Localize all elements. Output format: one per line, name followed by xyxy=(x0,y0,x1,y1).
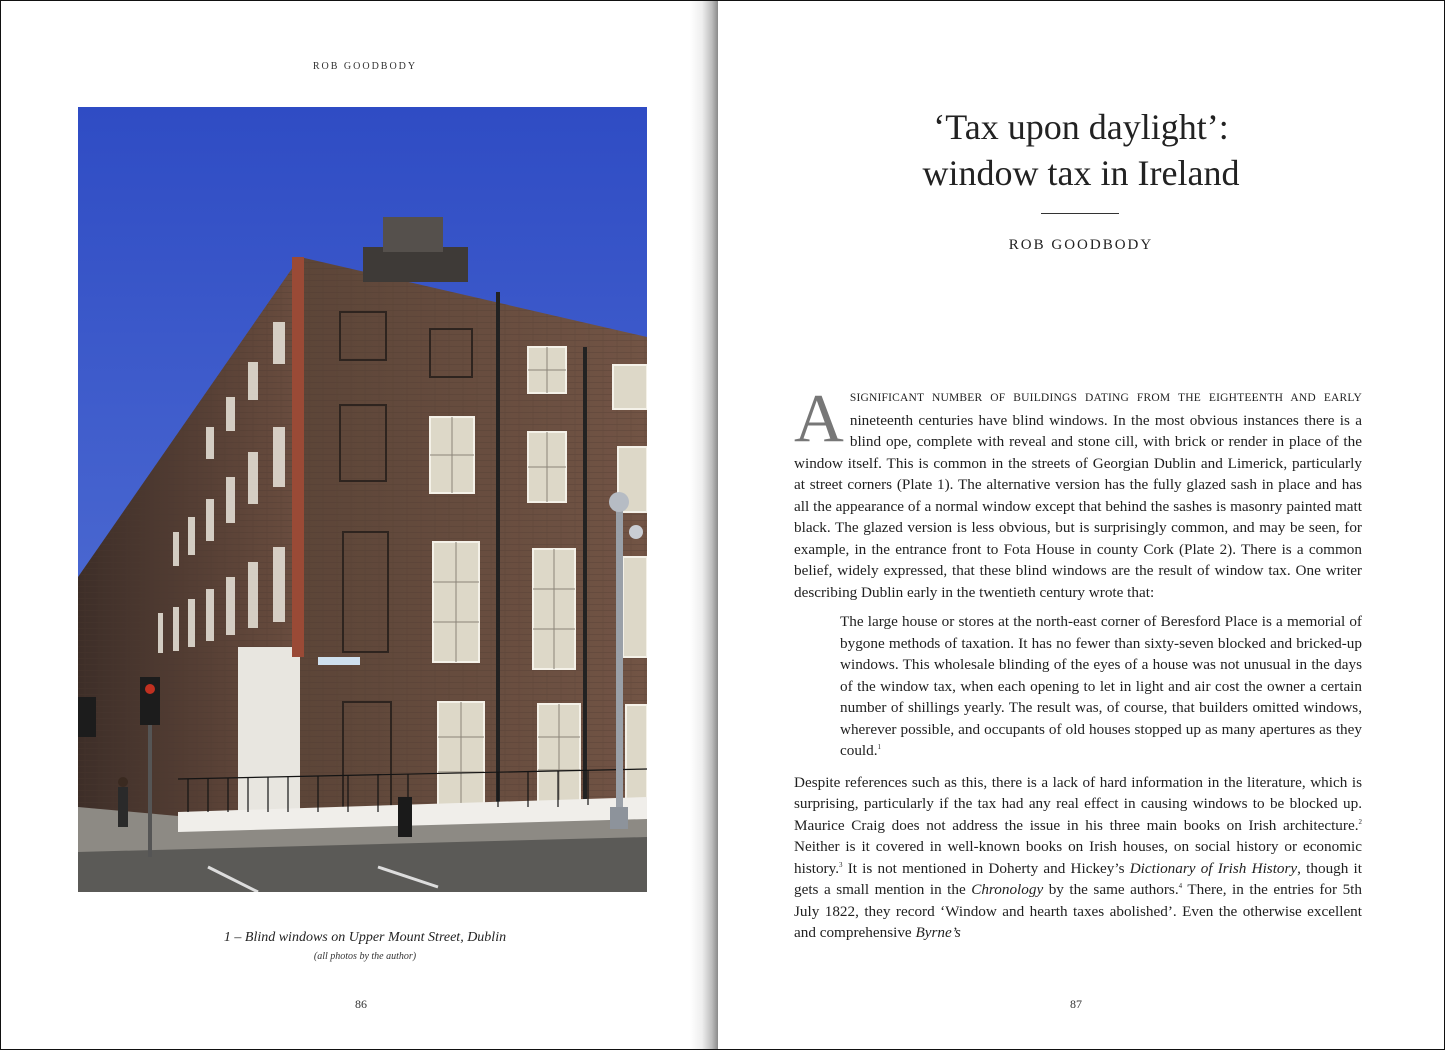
paragraph-1-text: nineteenth centuries have blind windows. In the most obvious instances there is a blind ope, complete with reveal and stone cill, with brick or render in place of the window itself. This is common in the streets of Georgian Dublin and Limerick, particularly at street corners (Plate 1). The alternative version has the fully glazed sash in place and has all the appearance of a normal window except that behind the sashes is masonry painted matt black. The glazed version is less obvious, but is surprisingly common, and may be seen, for example, in the entrance front to Fota House in county Cork (Plate 2). There is a common belief, widely expressed, that these blind windows are the result of window tax. One writer describing Dublin early in the twentieth century wrote that: xyxy=(794,411,1362,601)
building-photo-illustration xyxy=(78,107,647,892)
paragraph-2-text-c: It is not mentioned in Doherty and Hickey’s xyxy=(842,859,1130,877)
article-author: ROB GOODBODY xyxy=(1008,237,1154,253)
book-title-byrnes: Byrne’s xyxy=(915,924,961,941)
right-page xyxy=(718,1,1444,1049)
footnote-ref-3[interactable]: 3 xyxy=(839,860,843,869)
running-head: ROB GOODBODY xyxy=(312,61,418,72)
page-number-right: 87 xyxy=(1070,997,1082,1011)
book-title-chronology: Chronology xyxy=(971,881,1044,898)
footnote-ref-2[interactable]: 2 xyxy=(1358,817,1362,826)
photo-credit: (all photos by the author) xyxy=(313,951,417,962)
paragraph-2-text-h: There, in the entries for 5th July 1822, they record ‘Window and hearth taxes abolished’. Even the otherwise excellent and comprehensive xyxy=(794,881,1362,941)
article-body xyxy=(794,380,1362,944)
photo-blind-windows xyxy=(78,107,647,892)
title-rule xyxy=(1041,213,1119,214)
drop-cap: A xyxy=(794,380,844,456)
paragraph-2-text-a: Despite references such as this, there is a lack of hard information in the literature, which is surprising, particularly if the tax had any real effect in causing windows to be blocked up. Maurice Craig does not address the issue in his three main books on Irish architecture. xyxy=(794,773,1362,834)
paragraph-2 xyxy=(794,772,1362,944)
footnote-ref-4[interactable]: 4 xyxy=(1178,881,1183,890)
paragraph-2-text-b: Neither is it covered in well-known books on Irish houses, on social history or economic history. xyxy=(794,838,1362,877)
paragraph-2-text-e: , though it gets a small mention in the xyxy=(794,859,1362,898)
quote-text: The large house or stores at the north-east corner of Beresford Place is a memorial of bygone methods of taxation. It has no fewer than sixty-seven blocked and bricked-up windows. This wholesale blinding of the eyes of a house was not unusual in the days of the window tax, when each opening to let in light and air cost the owner a certain number of shillings yearly. The result was, of course, that builders omitted windows, wherever possible, and occupants of old houses stopped up as many apertures as they could. xyxy=(840,613,1362,759)
title-line-1: ‘Tax upon daylight’: xyxy=(933,107,1229,147)
title-line-2: window tax in Ireland xyxy=(922,153,1240,193)
photo-caption: 1 – Blind windows on Upper Mount Street, Dublin xyxy=(223,930,507,945)
opening-smallcaps: SIGNIFICANT NUMBER OF BUILDINGS DATING FROM THE EIGHTEENTH AND EARLY xyxy=(849,392,1362,404)
footnote-ref-1[interactable]: 1 xyxy=(877,742,882,751)
book-title-dictionary: Dictionary of Irish History xyxy=(1129,859,1298,877)
paragraph-2-text-g: by the same authors. xyxy=(1043,881,1179,898)
left-page xyxy=(1,1,701,1049)
page-number-left: 86 xyxy=(355,997,367,1011)
block-quote xyxy=(840,611,1362,762)
paragraph-1 xyxy=(794,380,1362,603)
article-title xyxy=(718,104,1444,196)
